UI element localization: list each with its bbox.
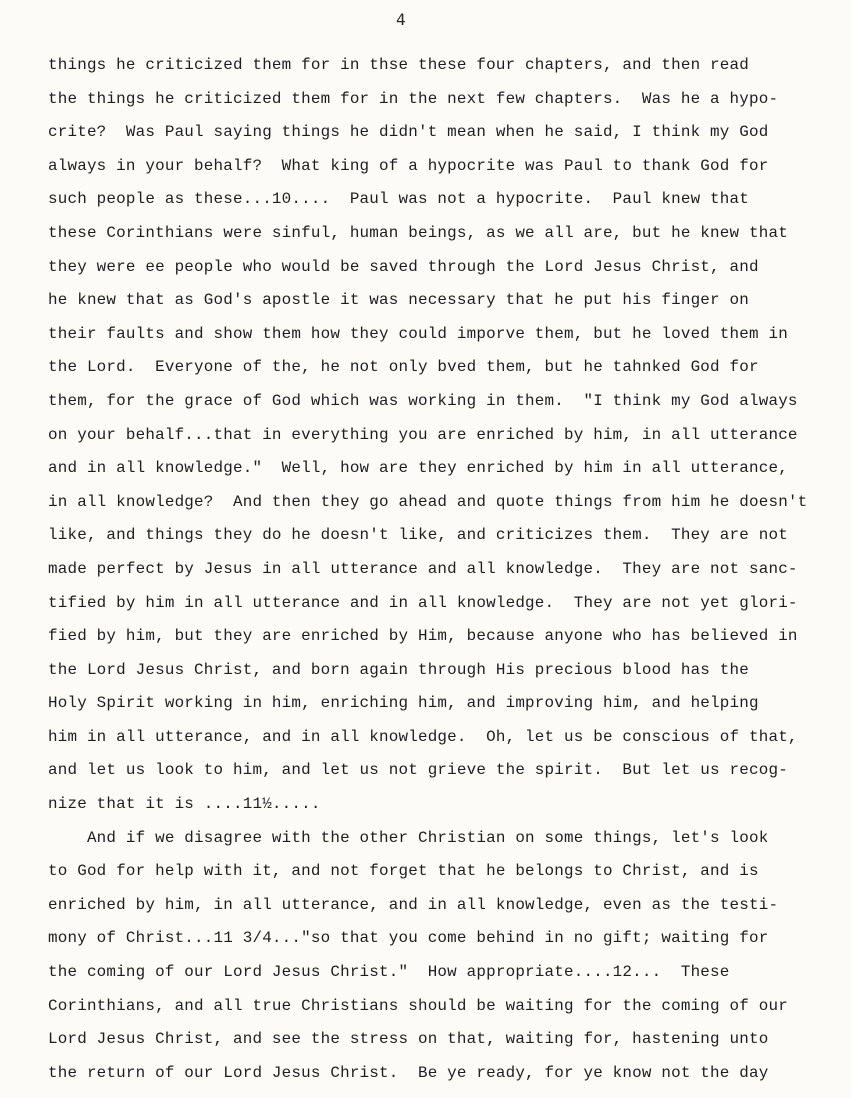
text-line: and in all knowledge." Well, how are they enriched by him in all utterance, bbox=[48, 459, 788, 478]
text-line: the coming of our Lord Jesus Christ." How appropriate....12... These bbox=[48, 963, 730, 982]
paragraph bbox=[48, 49, 838, 822]
text-line: crite? Was Paul saying things he didn't mean when he said, I think my God bbox=[48, 123, 769, 142]
text-line: And if we disagree with the other Christian on some things, let's look bbox=[48, 828, 769, 847]
text-line: Lord Jesus Christ, and see the stress on that, waiting for, hastening unto bbox=[48, 1030, 769, 1049]
text-line: these Corinthians were sinful, human beings, as we all are, but he knew that bbox=[48, 223, 788, 242]
text-line: on your behalf...that in everything you are enriched by him, in all utterance bbox=[48, 425, 798, 444]
text-line: things he criticized them for in thse these four chapters, and then read bbox=[48, 56, 749, 74]
text-line: they were ee people who would be saved through the Lord Jesus Christ, and bbox=[48, 257, 759, 276]
body-text bbox=[48, 49, 838, 1090]
text-line: made perfect by Jesus in all utterance and all knowledge. They are not sanc- bbox=[48, 559, 798, 578]
text-line: to God for help with it, and not forget that he belongs to Christ, and is bbox=[48, 862, 759, 881]
text-line: like, and things they do he doesn't like, and criticizes them. They are not bbox=[48, 526, 788, 545]
paragraph bbox=[48, 822, 838, 1091]
text-line: enriched by him, in all utterance, and in all knowledge, even as the testi- bbox=[48, 895, 779, 914]
text-line: mony of Christ...11 3/4..."so that you come behind in no gift; waiting for bbox=[48, 929, 769, 948]
text-line: them, for the grace of God which was working in them. "I think my God always bbox=[48, 391, 798, 410]
page-number: 4 bbox=[396, 10, 406, 29]
text-line: the things he criticized them for in the next few chapters. Was he a hypo- bbox=[48, 89, 779, 108]
text-line: the Lord Jesus Christ, and born again through His precious blood has the bbox=[48, 660, 749, 679]
text-line: and let us look to him, and let us not grieve the spirit. But let us recog- bbox=[48, 761, 788, 780]
text-line: him in all utterance, and in all knowledge. Oh, let us be conscious of that, bbox=[48, 727, 798, 746]
text-line: he knew that as God's apostle it was necessary that he put his finger on bbox=[48, 291, 749, 310]
text-line: nize that it is ....11½..... bbox=[48, 795, 321, 814]
text-line: the Lord. Everyone of the, he not only bved them, but he tahnked God for bbox=[48, 358, 759, 377]
text-line: the return of our Lord Jesus Christ. Be ye ready, for ye know not the day bbox=[48, 1063, 769, 1082]
text-line: such people as these...10.... Paul was not a hypocrite. Paul knew that bbox=[48, 190, 749, 209]
text-line: always in your behalf? What king of a hypocrite was Paul to thank God for bbox=[48, 156, 769, 175]
text-line: tified by him in all utterance and in all knowledge. They are not yet glori- bbox=[48, 593, 798, 612]
text-line: Holy Spirit working in him, enriching him, and improving him, and helping bbox=[48, 694, 759, 713]
text-line: fied by him, but they are enriched by Him, because anyone who has believed in bbox=[48, 627, 798, 646]
text-line: Corinthians, and all true Christians should be waiting for the coming of our bbox=[48, 996, 788, 1015]
text-line: their faults and show them how they could imporve them, but he loved them in bbox=[48, 324, 788, 343]
text-line: in all knowledge? And then they go ahead and quote things from him he doesn't bbox=[48, 492, 808, 511]
